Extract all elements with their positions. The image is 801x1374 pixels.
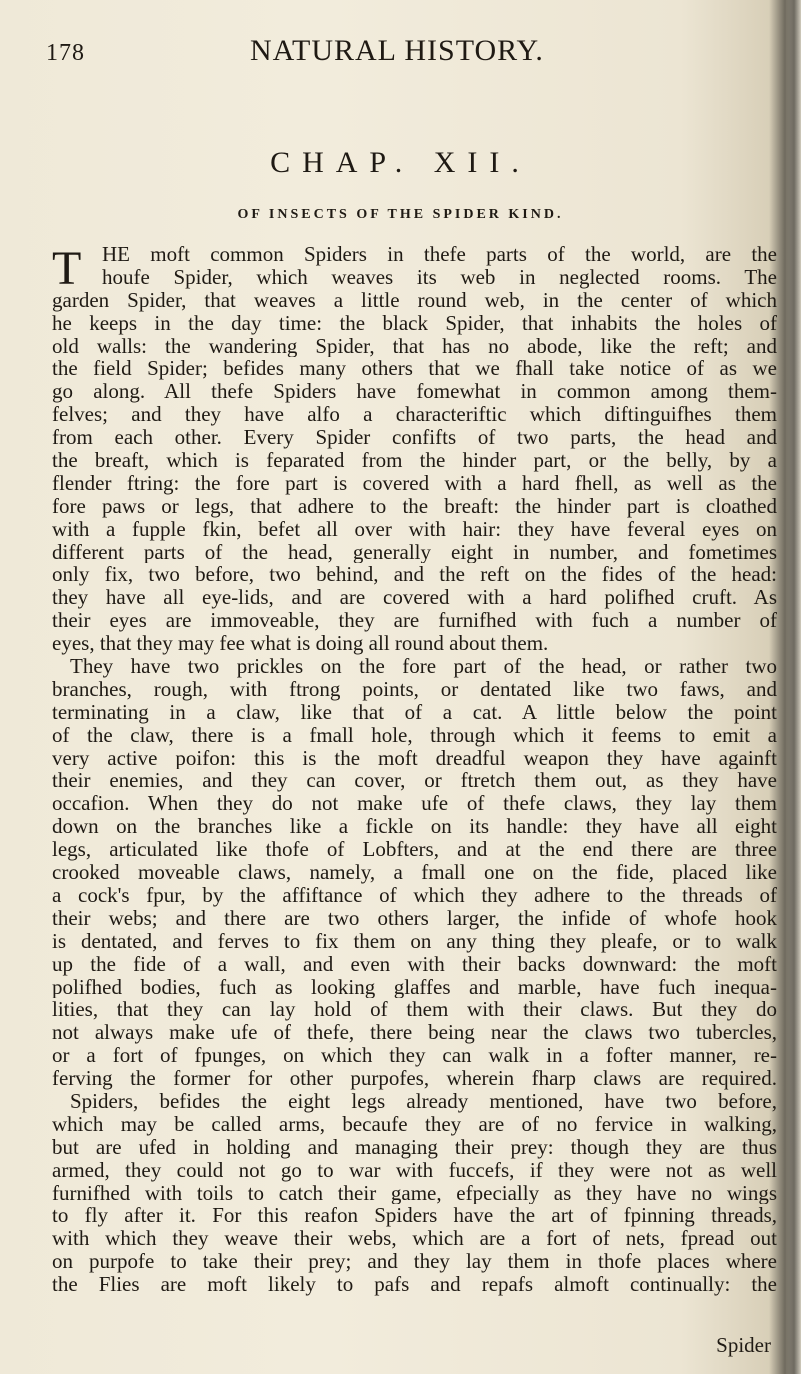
running-title: NATURAL HISTORY. <box>250 34 544 67</box>
text-line: fore paws or legs, that adhere to the breaft: the hinder part is cloathed <box>52 494 777 518</box>
running-head <box>0 34 801 74</box>
text-line: HE moft common Spiders in thefe parts of the world, are the <box>102 243 777 266</box>
text-line: terminating in a claw, like that of a cat. A little below the point <box>52 700 777 724</box>
text-line: down on the branches like a fickle on its handle: they have all eight <box>52 815 777 839</box>
chapter-subtitle: OF INSECTS OF THE SPIDER KIND. <box>237 207 564 222</box>
text-line: crooked moveable claws, namely, a fmall one on the fide, placed like <box>52 861 777 884</box>
text-line: a cock's fpur, by the affiftance of which they adhere to the threads of <box>52 883 777 907</box>
text-line: old walls: the wandering Spider, that has no abode, like the reft; and <box>52 334 777 358</box>
body-text <box>52 243 777 1296</box>
text-line: different parts of the head, generally eight in number, and fometimes <box>52 540 777 564</box>
text-line: the field Spider; befides many others that we fhall take notice of as we <box>52 357 777 381</box>
text-line: from each other. Every Spider confifts of two parts, the head and <box>52 426 777 450</box>
text-line: polifhed bodies, fuch as looking glaffes and marble, have fuch inequa- <box>52 975 777 999</box>
text-line: of the claw, there is a fmall hole, through which it feems to emit a <box>52 723 777 747</box>
text-line: go along. All thefe Spiders have fomewhat in common among them- <box>52 380 777 404</box>
text-line: legs, articulated like thofe of Lobfters, and at the end there are three <box>52 838 777 862</box>
text-line: up the fide of a wall, and even with their backs downward: the moft <box>52 952 777 976</box>
text-line: occafion. When they do not make ufe of thefe claws, they lay them <box>52 792 777 816</box>
page-number: 178 <box>46 40 85 66</box>
text-line: to fly after it. For this reafon Spiders have the art of fpinning threads, <box>52 1204 777 1228</box>
drop-cap: T <box>52 242 82 295</box>
text-line: not always make ufe of thefe, there being near the claws two tubercles, <box>52 1021 777 1045</box>
text-line: houfe Spider, which weaves its web in neglected rooms. The <box>102 265 777 289</box>
text-line: ferving the former for other purpofes, wherein fharp claws are required. <box>52 1067 777 1090</box>
text-line: but are ufed in holding and managing their prey: though they are thus <box>52 1135 777 1159</box>
text-line: flender ftring: the fore part is covered with a hard fhell, as well as the <box>52 471 777 495</box>
text-line: on purpofe to take their prey; and they lay them in thofe places where <box>52 1250 777 1274</box>
chapter-heading: CHAP. XII. <box>270 146 531 179</box>
text-line: They have two prickles on the fore part of the head, or rather two <box>70 655 777 678</box>
text-line: Spiders, befides the eight legs already mentioned, have two before, <box>70 1089 777 1113</box>
text-line: garden Spider, that weaves a little round web, in the center of which <box>52 288 777 312</box>
text-line: they have all eye-lids, and are covered with a hard polifhed cruft. As <box>52 586 777 610</box>
text-line: their eyes are immoveable, they are furnifhed with fuch a number of <box>52 609 777 633</box>
text-line: which may be called arms, becaufe they are of no fervice in walking, <box>52 1112 777 1136</box>
text-line: is dentated, and ferves to fix them on any thing they pleafe, or to walk <box>52 929 777 953</box>
text-line: the breaft, which is feparated from the hinder part, or the belly, by a <box>52 449 777 472</box>
text-line: he keeps in the day time: the black Spider, that inhabits the holes of <box>52 311 777 335</box>
text-line: their enemies, and they can cover, or ftretch them out, as they have <box>52 769 777 793</box>
text-line: felves; and they have alfo a characteriftic which diftinguifhes them <box>52 403 777 427</box>
text-line: branches, rough, with ftrong points, or dentated like two faws, and <box>52 677 777 701</box>
text-line: furnifhed with toils to catch their game, efpecially as they have no wings <box>52 1181 777 1205</box>
text-line: armed, they could not go to war with fuccefs, if they were not as well <box>52 1158 777 1182</box>
text-line: their webs; and there are two others larger, the infide of whofe hook <box>52 906 777 930</box>
catchword: Spider <box>716 1333 771 1357</box>
text-line: eyes, that they may fee what is doing all round about them. <box>52 632 549 656</box>
text-line: the Flies are moft likely to pafs and repafs almoft continually: the <box>52 1273 777 1296</box>
text-line: very active poifon: this is the moft dreadful weapon they have againft <box>52 746 777 770</box>
text-line: lities, that they can lay hold of them with their claws. But they do <box>52 998 777 1022</box>
text-line: only fix, two before, two behind, and the reft on the fides of the head: <box>52 563 777 587</box>
text-line: with which they weave their webs, which are a fort of nets, fpread out <box>52 1227 777 1251</box>
text-line: or a fort of fpunges, on which they can walk in a fofter manner, re- <box>52 1044 777 1068</box>
text-line: with a fupple fkin, befet all over with hair: they have feveral eyes on <box>52 517 777 541</box>
